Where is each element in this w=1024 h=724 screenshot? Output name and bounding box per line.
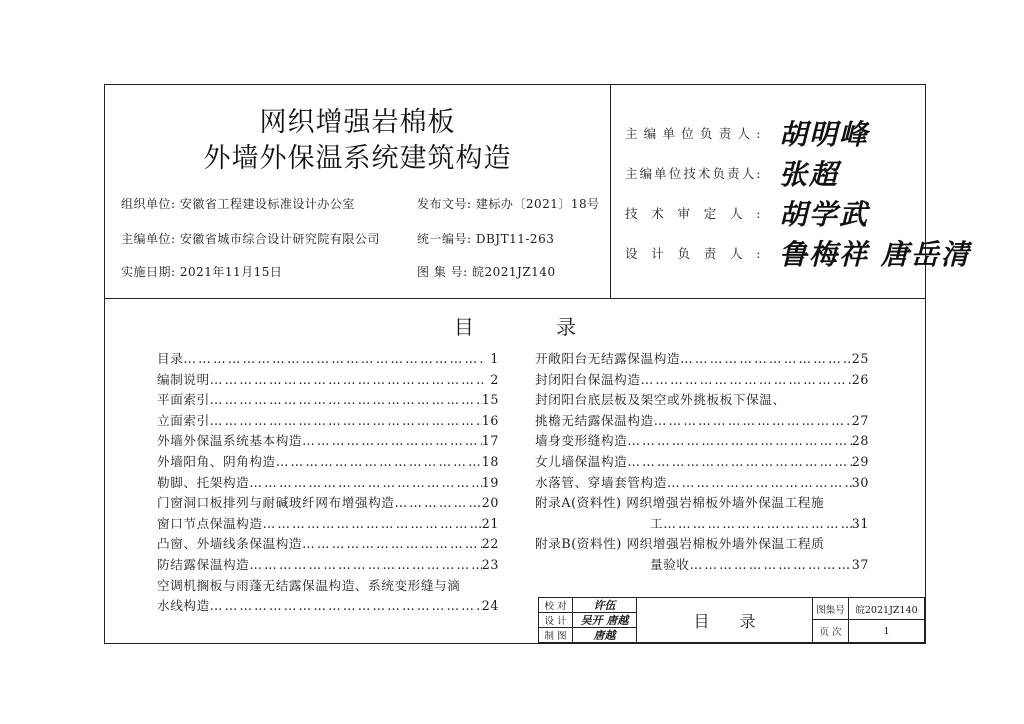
design-signature: 吴开 唐越 bbox=[573, 613, 637, 628]
doc-number: 发布文号: 建标办〔2021〕18号 bbox=[417, 197, 600, 211]
toc-item[interactable]: 封闭阳台底层板及架空或外挑板板下保温、 bbox=[535, 392, 786, 408]
check-label: 校 对 bbox=[539, 598, 573, 613]
drawing-frame bbox=[104, 84, 971, 644]
responsible-designer bbox=[625, 233, 971, 273]
toc-item[interactable]: 封闭阳台保温构造 ……………………………………………………………………………………………………………… 26 bbox=[535, 370, 869, 391]
toc-item[interactable]: 窗口节点保温构造 ……………………………………………………………………………………………………………… 21 bbox=[157, 514, 499, 535]
signature: 鲁梅祥 唐岳清 bbox=[779, 238, 971, 271]
toc-item[interactable]: 空调机搁板与雨蓬无结露保温构造、系统变形缝与滴 bbox=[157, 577, 461, 593]
impl-date: 实施日期: 2021年11月15日 bbox=[121, 265, 283, 279]
toc-item[interactable]: 编制说明 ……………………………………………………………………………………………………………… 2 bbox=[157, 370, 499, 391]
atlas-value: 皖2021JZ140 bbox=[849, 598, 925, 620]
responsible-label: 设计负责人: bbox=[625, 246, 761, 261]
toc-item[interactable]: 立面索引 ……………………………………………………………………………………………………………… 16 bbox=[157, 411, 499, 432]
toc-item[interactable]: 附录A(资料性) 网织增强岩棉板外墙外保温工程施 bbox=[535, 495, 825, 511]
atlas-number: 图 集 号: 皖2021JZ140 bbox=[417, 265, 556, 279]
toc-item[interactable]: 防结露保温构造 ……………………………………………………………………………………………………………… 23 bbox=[157, 555, 499, 576]
atlas-label: 图集号 bbox=[813, 598, 849, 620]
page-value: 1 bbox=[849, 620, 925, 643]
draw-signature: 唐越 bbox=[573, 628, 637, 643]
toc-right-column bbox=[535, 349, 869, 576]
responsible-label: 主编单位负责人: bbox=[625, 126, 761, 141]
toc-item[interactable]: 外墙阳角、阴角构造 ……………………………………………………………………………………………………………… 18 bbox=[157, 452, 499, 473]
toc-item[interactable]: 外墙外保温系统基本构造 ……………………………………………………………………………………………………………… 17 bbox=[157, 431, 499, 452]
design-label: 设 计 bbox=[539, 613, 573, 628]
sheet-title: 目录 bbox=[637, 598, 813, 643]
toc-item[interactable]: 凸窗、外墙线条保温构造 ……………………………………………………………………………………………………………… 22 bbox=[157, 534, 499, 555]
org-unit: 组织单位: 安徽省工程建设标准设计办公室 bbox=[121, 197, 355, 211]
toc-item[interactable]: 目录 ……………………………………………………………………………………………………………… 1 bbox=[157, 349, 499, 370]
title-block-table bbox=[538, 597, 925, 643]
header-divider bbox=[105, 298, 925, 299]
unified-number: 统一编号: DBJT11-263 bbox=[417, 232, 555, 246]
title-line-1: 网织增强岩棉板 bbox=[259, 107, 456, 138]
toc-item[interactable]: 工 ……………………………………………………………………………………………………………… 31 bbox=[535, 514, 869, 535]
signature: 胡学武 bbox=[779, 198, 870, 231]
responsible-label: 技术审定人: bbox=[625, 206, 761, 221]
responsible-reviewer bbox=[625, 193, 869, 233]
toc-item[interactable]: 挑檐无结露保温构造 ……………………………………………………………………………………………………………… 27 bbox=[535, 411, 869, 432]
toc-item[interactable]: 墙身变形缝构造 ……………………………………………………………………………………………………………… 28 bbox=[535, 431, 869, 452]
page-label: 页 次 bbox=[813, 620, 849, 643]
toc-left-column bbox=[157, 349, 499, 617]
toc-item[interactable]: 门窗洞口板排列与耐碱玻纤网布增强构造 ……………………………………………………………………………………………………………… 20 bbox=[157, 493, 499, 514]
responsible-chief-unit bbox=[625, 113, 869, 153]
toc-item[interactable]: 开敞阳台无结露保温构造 ……………………………………………………………………………………………………………… 25 bbox=[535, 349, 869, 370]
toc-item[interactable]: 女儿墙保温构造 ……………………………………………………………………………………………………………… 29 bbox=[535, 452, 869, 473]
toc-item[interactable]: 附录B(资料性) 网织增强岩棉板外墙外保温工程质 bbox=[535, 536, 825, 552]
check-signature: 许伍 bbox=[573, 598, 637, 613]
responsible-tech bbox=[625, 153, 839, 193]
toc-heading bbox=[105, 311, 925, 340]
toc-heading-char: 录 bbox=[556, 315, 577, 339]
title-line-2: 外墙外保温系统建筑构造 bbox=[203, 143, 512, 174]
toc-item[interactable]: 水落管、穿墙套管构造 ……………………………………………………………………………………………………………… 30 bbox=[535, 473, 869, 494]
responsible-label: 主编单位技术负责人: bbox=[625, 166, 761, 181]
signature: 胡明峰 bbox=[779, 118, 870, 151]
chief-unit: 主编单位: 安徽省城市综合设计研究院有限公司 bbox=[121, 232, 380, 246]
toc-item[interactable]: 水线构造 ……………………………………………………………………………………………………………… 24 bbox=[157, 596, 499, 617]
toc-heading-char: 目 bbox=[453, 315, 474, 339]
header-vertical-divider bbox=[610, 85, 611, 298]
document-title bbox=[105, 105, 610, 177]
draw-label: 制 图 bbox=[539, 628, 573, 643]
toc-item[interactable]: 量验收 ……………………………………………………………………………………………………………… 37 bbox=[535, 555, 869, 576]
toc-item[interactable]: 平面索引 ……………………………………………………………………………………………………………… 15 bbox=[157, 390, 499, 411]
toc-item[interactable]: 勒脚、托架构造 ……………………………………………………………………………………………………………… 19 bbox=[157, 473, 499, 494]
signature: 张超 bbox=[779, 158, 840, 191]
